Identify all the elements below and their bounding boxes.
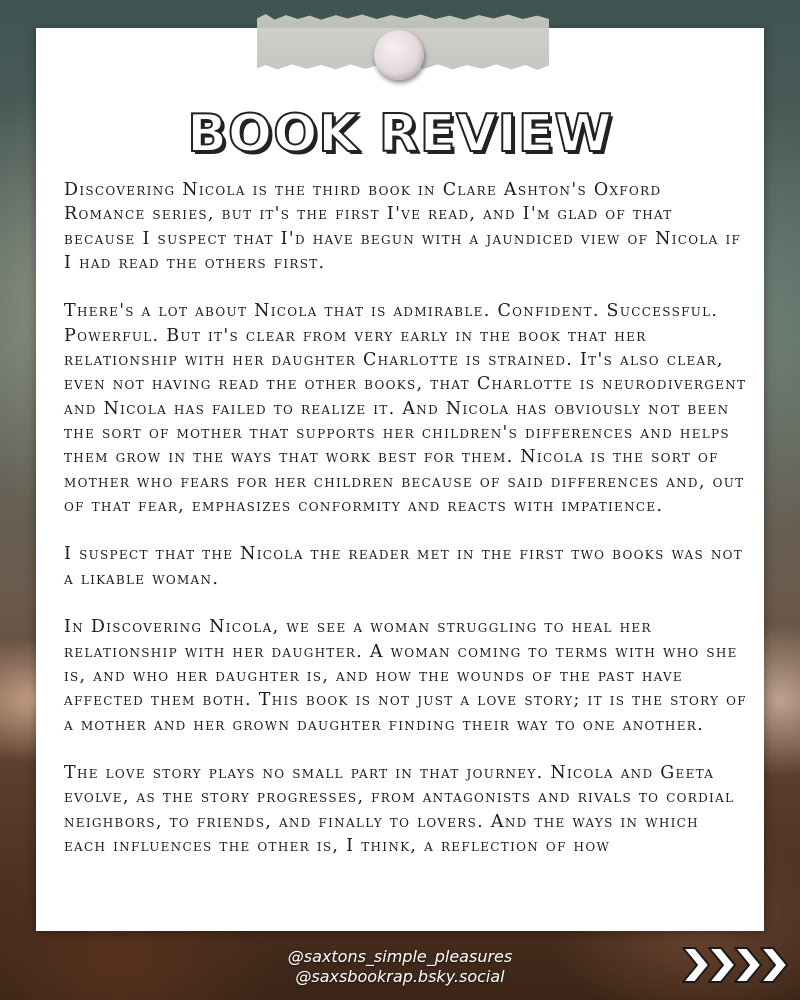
instagram-handle[interactable]: @saxtons_simple_pleasures bbox=[287, 947, 513, 966]
review-body bbox=[64, 178, 748, 883]
pushpin-icon bbox=[374, 30, 424, 80]
review-paragraph: There's a lot about Nicola that is admirable. Confident. Successful. Powerful. But it's clear from very early in the book that her relationship with her daughter Charlotte is strained. It's also clear, even not having read the other books, that Charlotte is neurodivergent and Nicola has failed to realize it. And Nicola has obviously not been the sort of mother that supports her children's differences and helps them grow in the ways that work best for them. Nicola is the sort of mother who fears for her children because of said differences and, out of that fear, emphasizes conformity and reacts with impatience. bbox=[64, 301, 747, 516]
next-arrows-icon[interactable] bbox=[681, 944, 789, 986]
review-paragraph: Discovering Nicola is the third book in Clare Ashton's Oxford Romance series, but it's the first I've read, and I'm glad of that because I suspect that I'd have begun with a jaundiced view of Nicola if I had read the others first. bbox=[64, 180, 742, 273]
bluesky-handle[interactable]: @saxsbookrap.bsky.social bbox=[295, 967, 505, 986]
review-paragraph: I suspect that the Nicola the reader met in the first two books was not a likable woman. bbox=[64, 544, 744, 589]
review-paragraph: The love story plays no small part in that journey. Nicola and Geeta evolve, as the story progresses, from antagonists and rivals to cordial neighbors, to friends, and finally to lovers. And the ways in which each influences the other is, I think, a reflection of how bbox=[64, 763, 735, 857]
page-title: BOOK REVIEW bbox=[187, 104, 613, 164]
review-paragraph: In Discovering Nicola, we see a woman struggling to heal her relationship with her daughter. A woman coming to terms with who she is, and who her daughter is, and how the wounds of the past have affected them both. This book is not just a love story; it is the story of a mother and her grown daughter finding their way to one another. bbox=[64, 617, 747, 735]
social-handles bbox=[0, 947, 800, 987]
